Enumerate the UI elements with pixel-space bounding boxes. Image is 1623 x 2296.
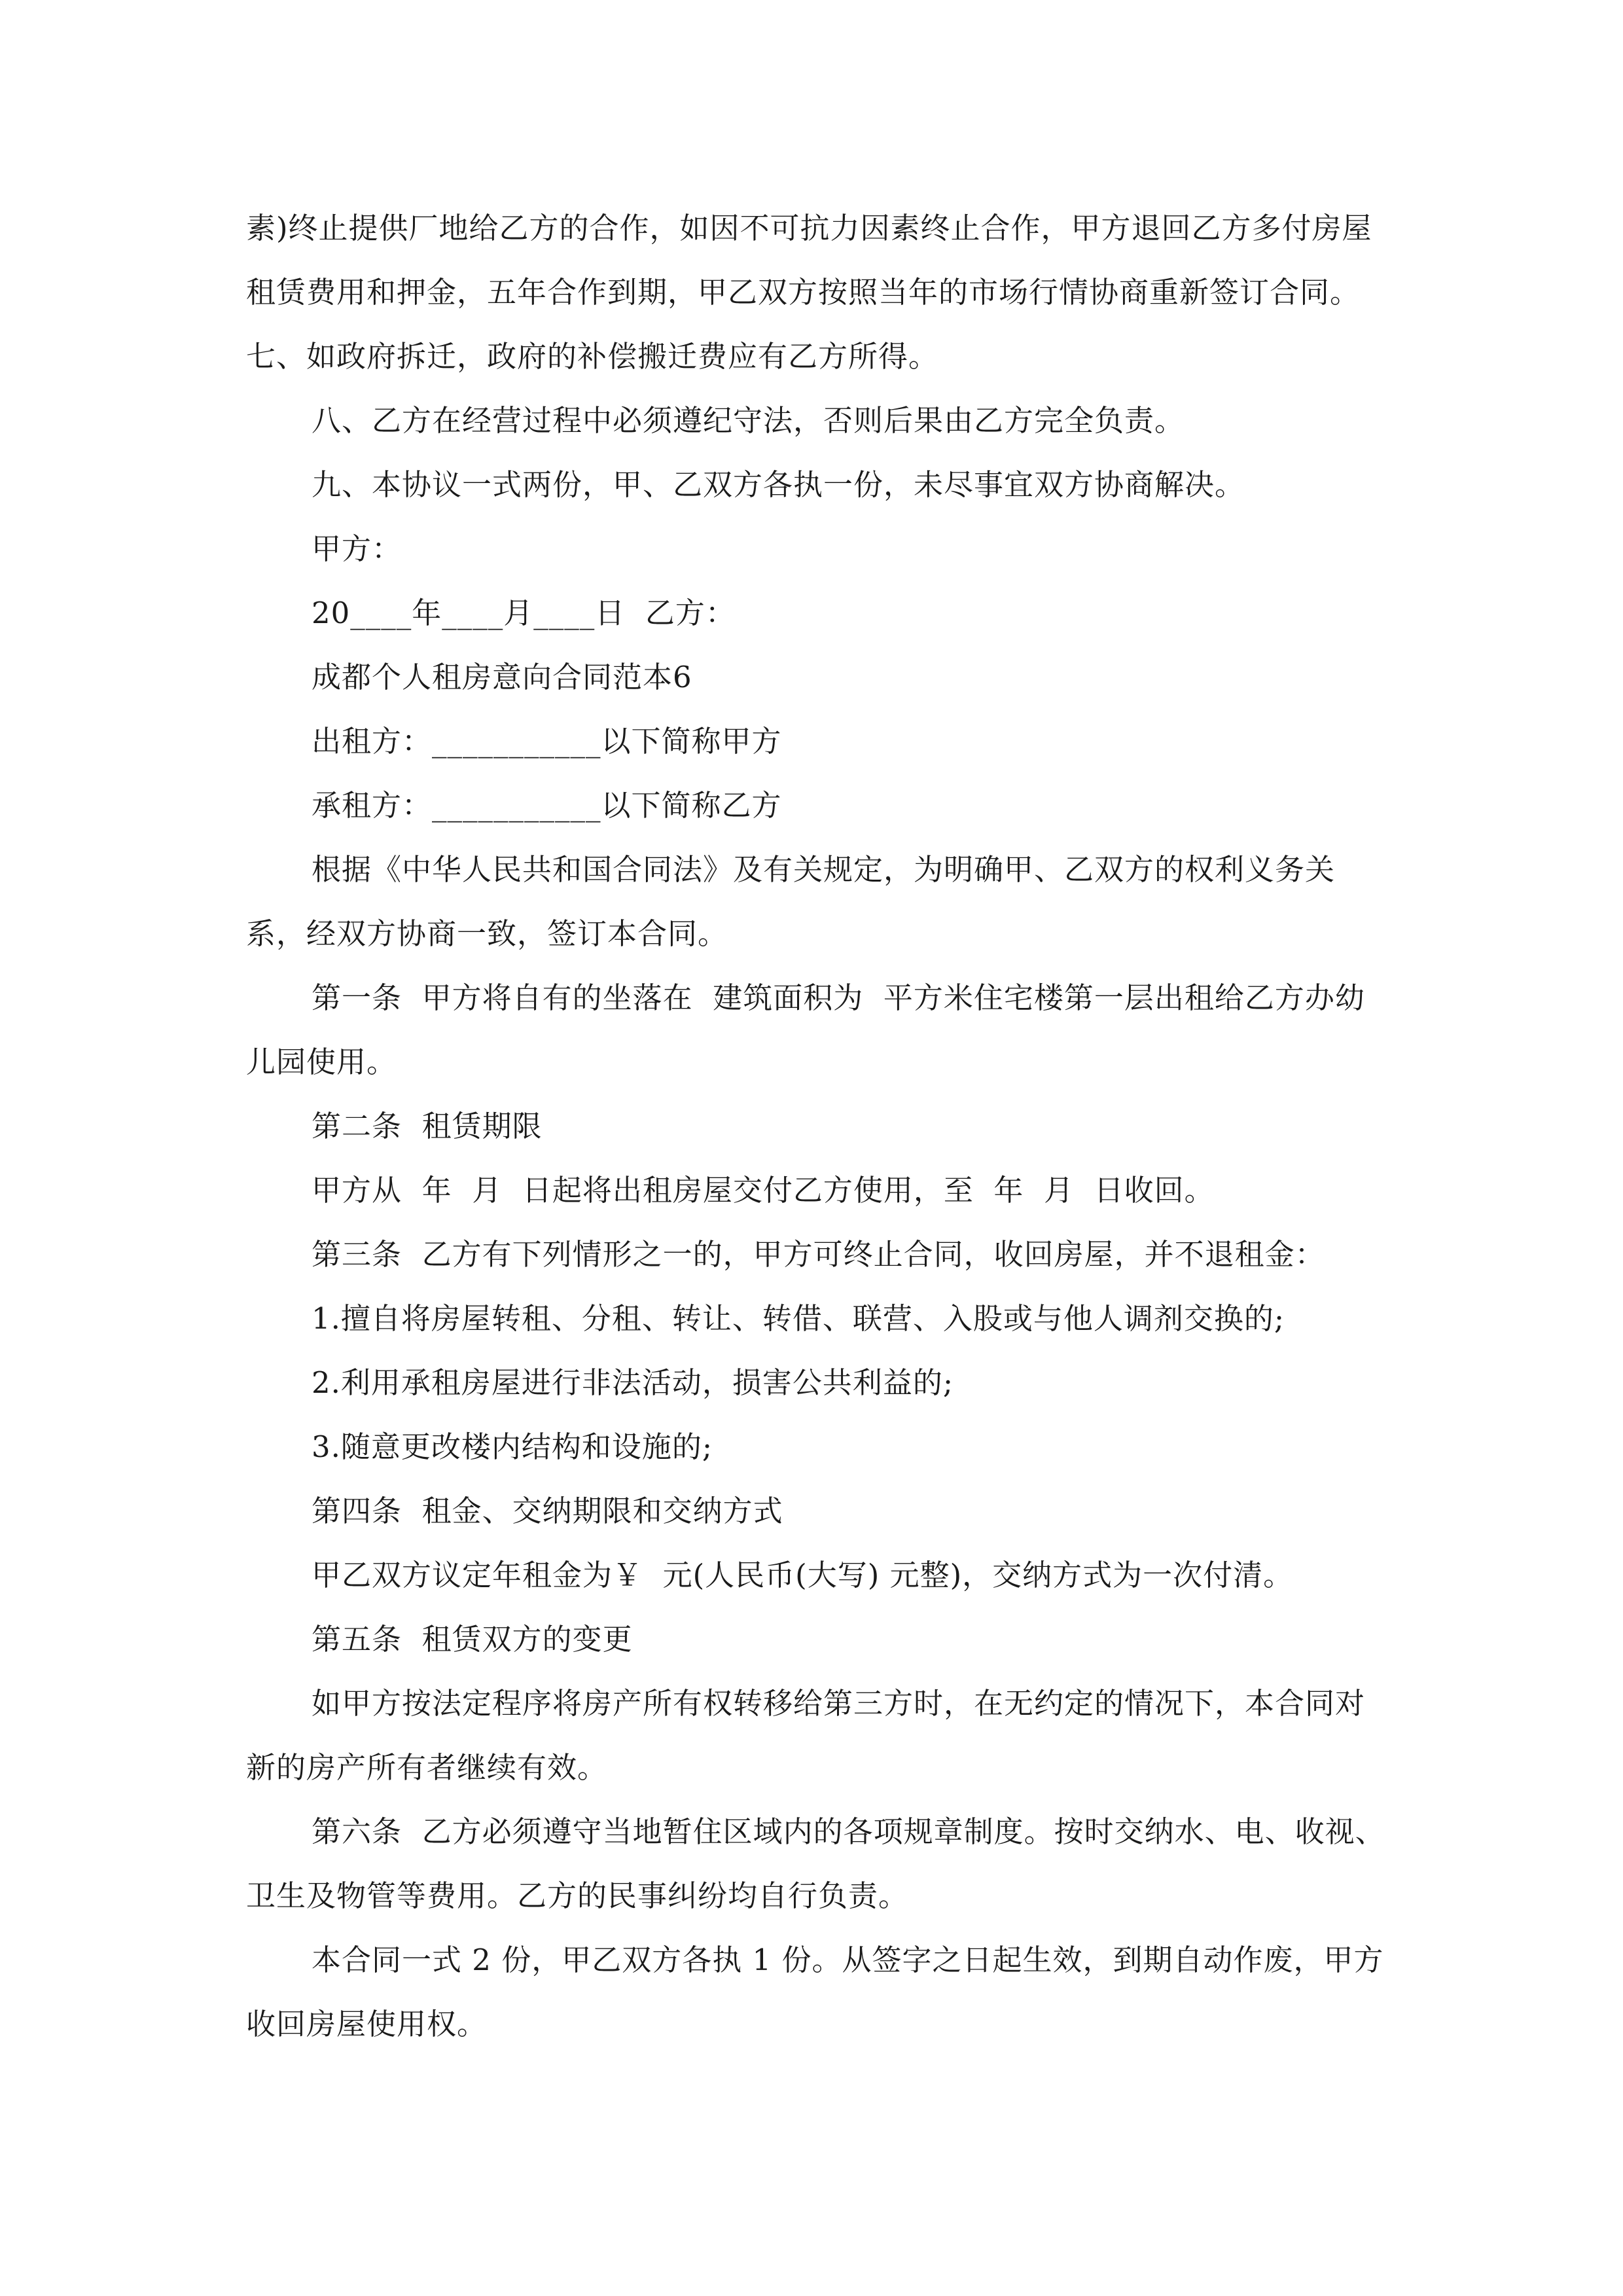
date-line: 20____年____月____日 乙方： [312, 596, 736, 630]
article-2-body: 甲方从 年 月 日起将出租房屋交付乙方使用，至 年 月 日收回。 [312, 1173, 1215, 1208]
article-2-heading: 第二条 租赁期限 [312, 1109, 543, 1143]
paragraph-1: 素)终止提供厂地给乙方的合作，如因不可抗力因素终止合作，甲方退回乙方多付房屋租赁费用和押金，五年合作到期，甲乙双方按照当年的市场行情协商重新签订合同。七、如政府拆迁，政府的补偿搬迁费应有乙方所得。 [246, 211, 1372, 374]
article-4-body: 甲乙双方议定年租金为￥ 元(人民币(大写) 元整)，交纳方式为一次付清。 [312, 1558, 1294, 1592]
article-1: 第一条 甲方将自有的坐落在 建筑面积为 平方米住宅楼第一层出租给乙方办幼儿园使用。 [246, 980, 1365, 1079]
party-a-label: 甲方： [312, 531, 402, 566]
article-5-body: 如甲方按法定程序将房产所有权转移给第三方时，在无约定的情况下，本合同对新的房产所有者继续有效。 [246, 1686, 1366, 1785]
article-4-heading: 第四条 租金、交纳期限和交纳方式 [312, 1494, 783, 1528]
paragraph-2: 八、乙方在经营过程中必须遵纪守法，否则后果由乙方完全负责。 [312, 403, 1185, 438]
article-3-heading: 第三条 乙方有下列情形之一的，甲方可终止合同，收回房屋，并不退租金： [312, 1237, 1325, 1272]
article-3-item-2: 2.利用承租房屋进行非法活动，损害公共利益的; [312, 1365, 954, 1400]
article-6: 第六条 乙方必须遵守当地暂住区域内的各项规章制度。按时交纳水、电、收视、卫生及物管等费用。乙方的民事纠纷均自行负责。 [246, 1814, 1385, 1913]
article-3-item-1: 1.擅自将房屋转租、分租、转让、转借、联营、入股或与他人调剂交换的; [312, 1301, 1285, 1336]
article-3-item-3: 3.随意更改楼内结构和设施的; [312, 1429, 713, 1464]
article-5-heading: 第五条 租赁双方的变更 [312, 1622, 633, 1657]
paragraph-3: 九、本协议一式两份，甲、乙双方各执一份，未尽事宜双方协商解决。 [312, 467, 1245, 502]
lessee-line: 承租方：___________以下简称乙方 [312, 788, 782, 823]
preamble-paragraph: 根据《中华人民共和国合同法》及有关规定，为明确甲、乙双方的权利义务关系，经双方协商一致，签订本合同。 [246, 852, 1336, 951]
section-title: 成都个人租房意向合同范本6 [312, 660, 692, 694]
lessor-line: 出租方：___________以下简称甲方 [312, 724, 782, 759]
closing-paragraph: 本合同一式 2 份，甲乙双方各执 1 份。从签字之日起生效，到期自动作废，甲方收回房屋使用权。 [246, 1943, 1384, 2041]
document-body [246, 196, 1391, 2056]
